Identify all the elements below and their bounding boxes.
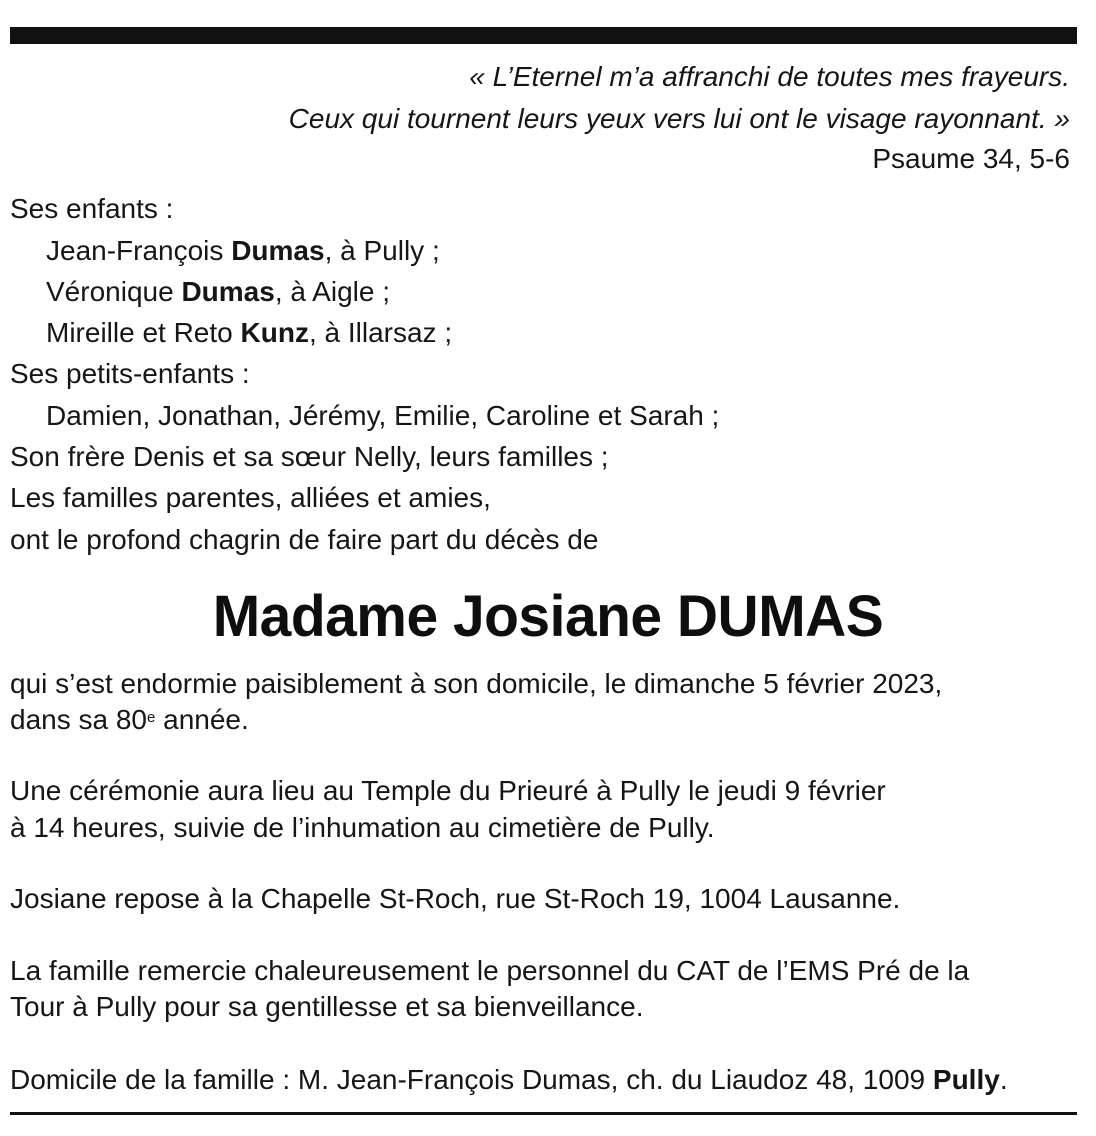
child-place: , à Aigle ; (274, 276, 390, 307)
child-first-name: Jean-François (46, 235, 232, 266)
grandchildren-list: Damien, Jonathan, Jérémy, Emilie, Caroline et Sarah ; (46, 400, 720, 431)
domicile-line (10, 1063, 1008, 1097)
ceremony-line-1: Une cérémonie aura lieu au Temple du Prieuré à Pully le jeudi 9 février (10, 775, 886, 806)
child-entry (46, 234, 440, 268)
child-place: , à Illarsaz ; (308, 317, 453, 348)
thanks-line-2: Tour à Pully pour sa gentillesse et sa bienveillance. (10, 991, 644, 1022)
child-last-name: Dumas (231, 235, 325, 266)
domicile-city: Pully (932, 1064, 1000, 1095)
grandchildren-heading: Ses petits-enfants : (10, 358, 250, 389)
bottom-rule (10, 1112, 1077, 1115)
passing-line-2 (10, 703, 249, 737)
relatives-line: Les familles parentes, alliées et amies, (10, 482, 491, 513)
passing-line-1: qui s’est endormie paisiblement à son domicile, le dimanche 5 février 2023, (10, 668, 943, 699)
age-text: dans sa 80 (10, 704, 147, 735)
top-rule (10, 27, 1077, 44)
child-place: , à Pully ; (324, 235, 440, 266)
ordinal-suffix: e (147, 709, 156, 726)
child-last-name: Dumas (181, 276, 275, 307)
child-entry (46, 316, 452, 350)
thanks-line-1: La famille remercie chaleureusement le personnel du CAT de l’EMS Pré de la (10, 955, 970, 986)
epigraph-reference: Psaume 34, 5-6 (872, 143, 1070, 174)
child-entry (46, 275, 390, 309)
child-last-name: Kunz (240, 317, 309, 348)
domicile-period: . (999, 1064, 1008, 1095)
age-text-end: année. (155, 704, 249, 735)
ceremony-line-2: à 14 heures, suivie de l’inhumation au cimetière de Pully. (10, 812, 715, 843)
announcement-line: ont le profond chagrin de faire part du décès de (10, 524, 599, 555)
deceased-name: Madame Josiane DUMAS (212, 584, 884, 649)
child-first-name: Mireille et Reto (46, 317, 241, 348)
child-first-name: Véronique (46, 276, 182, 307)
siblings-line: Son frère Denis et sa sœur Nelly, leurs familles ; (10, 441, 609, 472)
epigraph-line-2: Ceux qui tournent leurs yeux vers lui ont le visage rayonnant. » (288, 103, 1070, 134)
domicile-text: Domicile de la famille : M. Jean-François Dumas, ch. du Liaudoz 48, 1009 (10, 1064, 933, 1095)
epigraph-line-1: « L’Eternel m’a affranchi de toutes mes frayeurs. (469, 61, 1070, 92)
children-heading: Ses enfants : (10, 193, 174, 224)
repose-line: Josiane repose à la Chapelle St-Roch, rue St-Roch 19, 1004 Lausanne. (10, 883, 901, 914)
